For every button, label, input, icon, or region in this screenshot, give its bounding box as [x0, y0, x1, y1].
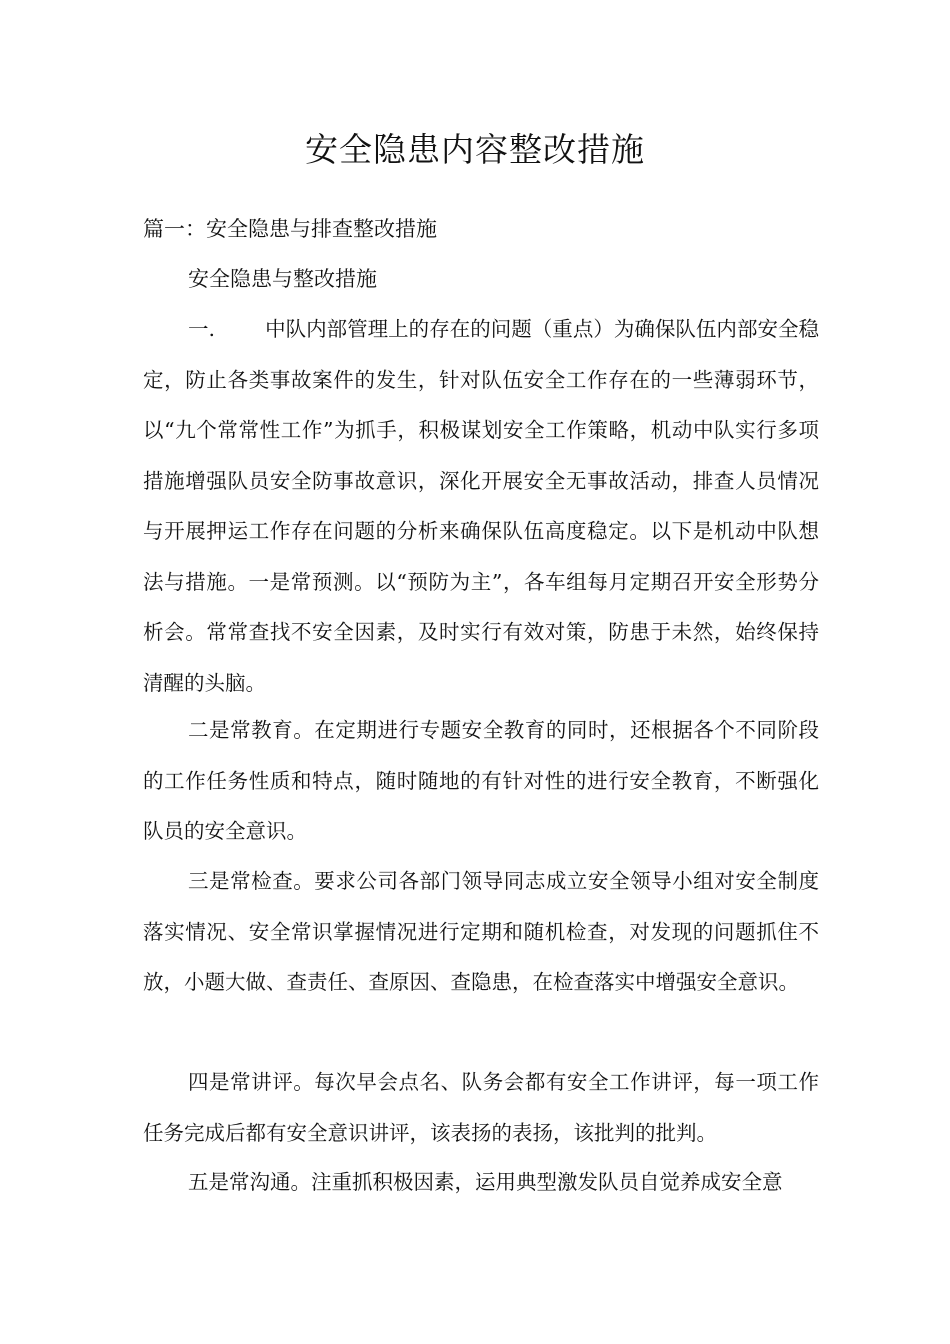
- subheading: 安全隐患与整改措施: [188, 267, 377, 291]
- paragraph-1-marker: 一.: [188, 317, 216, 341]
- paragraph-1: [143, 304, 819, 708]
- section-heading: 篇一：安全隐患与排查整改措施: [143, 217, 437, 241]
- paragraph-2: 二是常教育。在定期进行专题安全教育的同时，还根据各个不同阶段的工作任务性质和特点，随时随地的有针对性的进行安全教育，不断强化队员的安全意识。: [143, 718, 819, 843]
- paragraph-5: 五是常沟通。注重抓积极因素，运用典型激发队员自觉养成安全意: [188, 1170, 783, 1194]
- paragraph-3: 三是常检查。要求公司各部门领导同志成立安全领导小组对安全制度落实情况、安全常识掌握情况进行定期和随机检查，对发现的问题抓住不放，小题大做、查责任、查原因、查隐患，在检查落实中增强安全意识。: [143, 869, 819, 994]
- paragraph-1-text: 中队内部管理上的存在的问题（重点）为确保队伍内部安全稳定，防止各类事故案件的发生，针对队伍安全工作存在的一些薄弱环节，以“九个常常性工作”为抓手，积极谋划安全工作策略，机动中队实行多项措施增强队员安全防事故意识，深化开展安全无事故活动，排查人员情况与开展押运工作存在问题的分析来确保队伍高度稳定。以下是机动中队想法与措施。一是常预测。以“预防为主”，各车组每月定期召开安全形势分析会。常常查找不安全因素，及时实行有效对策，防患于未然，始终保持清醒的头脑。: [143, 317, 819, 695]
- paragraph-4: 四是常讲评。每次早会点名、队务会都有安全工作讲评，每一项工作任务完成后都有安全意识讲评，该表扬的表扬，该批判的批判。: [143, 1070, 819, 1145]
- document-title: 安全隐患内容整改措施: [305, 130, 645, 169]
